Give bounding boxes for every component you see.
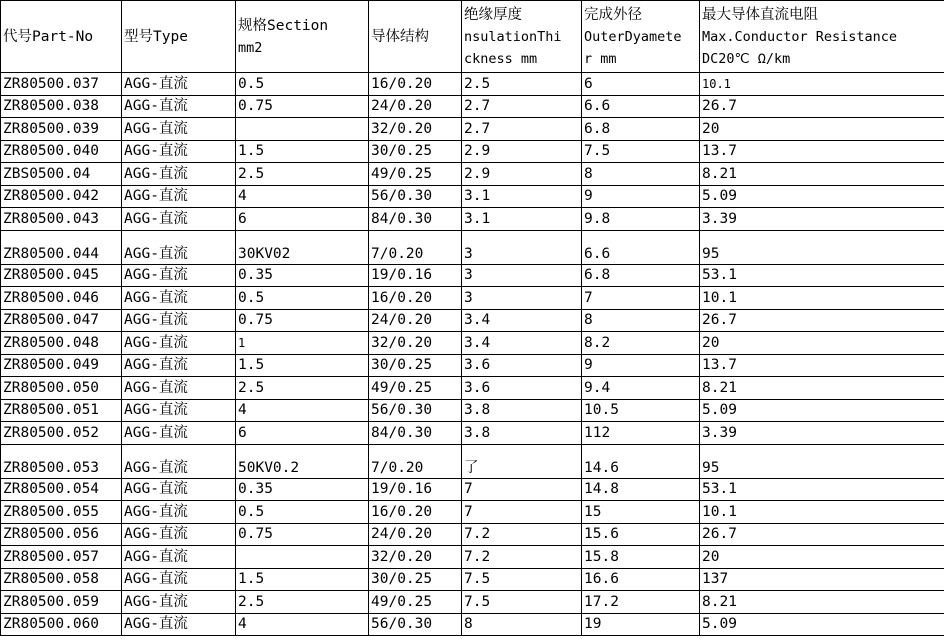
cell-type[interactable]: AGG-直流 (122, 185, 236, 208)
cell-type[interactable]: AGG-直流 (122, 95, 236, 118)
table-row (1, 422, 944, 445)
cell-resistance[interactable]: 8.21 (700, 591, 944, 614)
cell-outer-diameter[interactable]: 14.6 (582, 444, 700, 478)
header-line: mm2 (238, 39, 263, 56)
header-line: DC20℃ Ω/km (702, 50, 791, 67)
cell-insulation[interactable]: 2.9 (462, 163, 582, 186)
cell-part-no[interactable]: ZR80500.037 (1, 73, 122, 96)
cell-outer-diameter[interactable]: 16.6 (582, 568, 700, 591)
cell-type[interactable]: AGG-直流 (122, 264, 236, 287)
header-insulation[interactable] (462, 1, 582, 73)
cell-part-no[interactable]: ZR80500.040 (1, 140, 122, 163)
cell-outer-diameter[interactable]: 6.8 (582, 264, 700, 287)
cell-conductor[interactable]: 84/0.30 (369, 422, 462, 445)
header-outer-diameter[interactable] (582, 1, 700, 73)
cell-conductor[interactable]: 24/0.20 (369, 523, 462, 546)
cell-section[interactable]: 30KV02 (236, 230, 369, 264)
cell-part-no[interactable]: ZR80500.056 (1, 523, 122, 546)
cell-part-no[interactable]: ZBS0500.04 (1, 163, 122, 186)
cell-part-no[interactable]: ZR80500.047 (1, 309, 122, 332)
cell-conductor[interactable]: 16/0.20 (369, 501, 462, 524)
cell-resistance[interactable]: 26.7 (700, 523, 944, 546)
cell-resistance[interactable]: 13.7 (700, 140, 944, 163)
cell-outer-diameter[interactable]: 7 (582, 287, 700, 310)
cell-section[interactable]: 2.5 (236, 377, 369, 400)
cell-insulation[interactable]: 3.4 (462, 309, 582, 332)
cell-conductor[interactable]: 30/0.25 (369, 568, 462, 591)
cell-type[interactable]: AGG-直流 (122, 568, 236, 591)
cell-resistance[interactable]: 137 (700, 568, 944, 591)
table-row (1, 140, 944, 163)
cell-conductor[interactable]: 32/0.20 (369, 546, 462, 569)
cell-resistance[interactable]: 3.39 (700, 208, 944, 231)
cell-insulation[interactable]: 3.4 (462, 332, 582, 355)
cell-outer-diameter[interactable]: 15.8 (582, 546, 700, 569)
cell-insulation[interactable]: 2.7 (462, 118, 582, 141)
cell-conductor[interactable]: 49/0.25 (369, 591, 462, 614)
cell-part-no[interactable]: ZR80500.046 (1, 287, 122, 310)
cell-insulation[interactable]: 3.1 (462, 208, 582, 231)
cell-conductor[interactable]: 30/0.25 (369, 140, 462, 163)
cell-type[interactable]: AGG-直流 (122, 523, 236, 546)
table-row (1, 73, 944, 96)
table-row (1, 230, 944, 264)
cell-part-no[interactable]: ZR80500.042 (1, 185, 122, 208)
cell-insulation[interactable]: 3.6 (462, 377, 582, 400)
cell-part-no[interactable]: ZR80500.045 (1, 264, 122, 287)
cell-outer-diameter[interactable]: 6 (582, 73, 700, 96)
cell-type[interactable]: AGG-直流 (122, 208, 236, 231)
cell-outer-diameter[interactable]: 6.8 (582, 118, 700, 141)
cell-conductor[interactable]: 56/0.30 (369, 613, 462, 636)
cell-outer-diameter[interactable]: 8 (582, 309, 700, 332)
cell-outer-diameter[interactable]: 6.6 (582, 95, 700, 118)
header-line: OuterDyamete (584, 28, 682, 45)
cell-type[interactable]: AGG-直流 (122, 118, 236, 141)
header-line: r mm (584, 50, 617, 67)
table-row (1, 163, 944, 186)
cell-conductor[interactable]: 32/0.20 (369, 332, 462, 355)
cell-resistance[interactable]: 10.1 (700, 73, 944, 96)
table-row (1, 95, 944, 118)
cell-conductor[interactable]: 16/0.20 (369, 287, 462, 310)
header-line: 代号Part-No (3, 28, 94, 45)
cell-outer-diameter[interactable]: 8 (582, 163, 700, 186)
header-line: ckness mm (464, 50, 538, 67)
table-row (1, 264, 944, 287)
cell-section[interactable]: 50KV0.2 (236, 444, 369, 478)
cell-outer-diameter[interactable]: 14.8 (582, 478, 700, 501)
cell-conductor[interactable]: 84/0.30 (369, 208, 462, 231)
cell-section[interactable] (236, 546, 369, 569)
cell-part-no[interactable]: ZR80500.039 (1, 118, 122, 141)
header-resistance[interactable] (700, 1, 944, 73)
cell-section[interactable]: 0.5 (236, 287, 369, 310)
cell-resistance[interactable]: 8.21 (700, 163, 944, 186)
cell-outer-diameter[interactable]: 112 (582, 422, 700, 445)
cell-insulation[interactable]: 7 (462, 478, 582, 501)
cell-conductor[interactable]: 7/0.20 (369, 230, 462, 264)
cell-insulation[interactable]: 3 (462, 264, 582, 287)
cell-type[interactable]: AGG-直流 (122, 546, 236, 569)
cell-type[interactable]: AGG-直流 (122, 377, 236, 400)
cell-part-no[interactable]: ZR80500.038 (1, 95, 122, 118)
cell-insulation[interactable]: 2.9 (462, 140, 582, 163)
cell-section[interactable]: 0.75 (236, 309, 369, 332)
cell-outer-diameter[interactable]: 6.6 (582, 230, 700, 264)
cell-section[interactable]: 1.5 (236, 568, 369, 591)
header-line: 导体结构 (371, 28, 429, 45)
cell-insulation[interactable]: 7.2 (462, 523, 582, 546)
cell-insulation[interactable]: 3.1 (462, 185, 582, 208)
cell-conductor[interactable]: 16/0.20 (369, 73, 462, 96)
cell-insulation[interactable]: 2.5 (462, 73, 582, 96)
cell-resistance[interactable]: 53.1 (700, 478, 944, 501)
cell-part-no[interactable]: ZR80500.043 (1, 208, 122, 231)
header-part-no[interactable] (1, 1, 122, 73)
cell-outer-diameter[interactable]: 8.2 (582, 332, 700, 355)
cell-resistance[interactable]: 20 (700, 332, 944, 355)
cell-type[interactable]: AGG-直流 (122, 354, 236, 377)
cell-resistance[interactable]: 13.7 (700, 354, 944, 377)
cell-conductor[interactable]: 24/0.20 (369, 309, 462, 332)
cell-outer-diameter[interactable]: 17.2 (582, 591, 700, 614)
cell-resistance[interactable]: 10.1 (700, 287, 944, 310)
cell-section[interactable]: 2.5 (236, 163, 369, 186)
cell-outer-diameter[interactable]: 10.5 (582, 399, 700, 422)
cell-section[interactable]: 6 (236, 208, 369, 231)
cell-section[interactable]: 4 (236, 399, 369, 422)
cell-insulation[interactable]: 8 (462, 613, 582, 636)
cell-resistance[interactable]: 95 (700, 444, 944, 478)
cell-type[interactable]: AGG-直流 (122, 140, 236, 163)
table-row (1, 501, 944, 524)
cell-resistance[interactable]: 26.7 (700, 95, 944, 118)
cell-part-no[interactable]: ZR80500.055 (1, 501, 122, 524)
cell-outer-diameter[interactable]: 9 (582, 354, 700, 377)
cell-section[interactable]: 6 (236, 422, 369, 445)
cell-conductor[interactable]: 7/0.20 (369, 444, 462, 478)
cell-part-no[interactable]: ZR80500.058 (1, 568, 122, 591)
cell-section[interactable]: 0.75 (236, 523, 369, 546)
cell-resistance[interactable]: 5.09 (700, 399, 944, 422)
cell-type[interactable]: AGG-直流 (122, 613, 236, 636)
header-line: 完成外径 (584, 6, 642, 23)
cell-part-no[interactable]: ZR80500.051 (1, 399, 122, 422)
cell-part-no[interactable]: ZR80500.054 (1, 478, 122, 501)
cell-type[interactable]: AGG-直流 (122, 287, 236, 310)
cell-outer-diameter[interactable]: 19 (582, 613, 700, 636)
table-row (1, 478, 944, 501)
cell-insulation[interactable]: 3 (462, 287, 582, 310)
cell-conductor[interactable]: 19/0.16 (369, 478, 462, 501)
cell-outer-diameter[interactable]: 7.5 (582, 140, 700, 163)
cell-type[interactable]: AGG-直流 (122, 73, 236, 96)
table-row (1, 546, 944, 569)
cell-section[interactable]: 4 (236, 185, 369, 208)
cell-type[interactable]: AGG-直流 (122, 163, 236, 186)
cell-insulation[interactable]: 7.5 (462, 591, 582, 614)
table-row (1, 444, 944, 478)
cell-part-no[interactable]: ZR80500.060 (1, 613, 122, 636)
cell-resistance[interactable]: 53.1 (700, 264, 944, 287)
cell-insulation[interactable]: 7.2 (462, 546, 582, 569)
table-row (1, 118, 944, 141)
cell-resistance[interactable]: 3.39 (700, 422, 944, 445)
cell-insulation[interactable]: 3.8 (462, 422, 582, 445)
cell-part-no[interactable]: ZR80500.044 (1, 230, 122, 264)
header-line: 型号Type (124, 28, 188, 45)
header-line: nsulationThi (464, 28, 562, 45)
cell-insulation[interactable]: 3 (462, 230, 582, 264)
cell-insulation[interactable]: 2.7 (462, 95, 582, 118)
cell-section[interactable]: 4 (236, 613, 369, 636)
header-line: 最大导体直流电阻 (702, 6, 818, 23)
cell-resistance[interactable]: 20 (700, 118, 944, 141)
cell-outer-diameter[interactable]: 9.8 (582, 208, 700, 231)
cell-part-no[interactable]: ZR80500.050 (1, 377, 122, 400)
table-row (1, 332, 944, 355)
cell-conductor[interactable]: 32/0.20 (369, 118, 462, 141)
table-row (1, 185, 944, 208)
cell-conductor[interactable]: 56/0.30 (369, 185, 462, 208)
cell-conductor[interactable]: 49/0.25 (369, 377, 462, 400)
table-row (1, 613, 944, 636)
cell-resistance[interactable]: 5.09 (700, 185, 944, 208)
cell-section[interactable]: 2.5 (236, 591, 369, 614)
cell-type[interactable]: AGG-直流 (122, 399, 236, 422)
cell-insulation[interactable]: 7 (462, 501, 582, 524)
cell-type[interactable]: AGG-直流 (122, 230, 236, 264)
cell-section[interactable]: 1 (236, 332, 369, 355)
cell-conductor[interactable]: 49/0.25 (369, 163, 462, 186)
header-line: 绝缘厚度 (464, 6, 522, 23)
table-row (1, 377, 944, 400)
cell-outer-diameter[interactable]: 15.6 (582, 523, 700, 546)
cell-part-no[interactable]: ZR80500.059 (1, 591, 122, 614)
cell-type[interactable]: AGG-直流 (122, 444, 236, 478)
header-line: 规格Section (238, 17, 329, 34)
cell-resistance[interactable]: 8.21 (700, 377, 944, 400)
cell-section[interactable]: 0.5 (236, 73, 369, 96)
table-row (1, 568, 944, 591)
table-row (1, 354, 944, 377)
cell-section[interactable]: 0.75 (236, 95, 369, 118)
cell-insulation[interactable]: 3.8 (462, 399, 582, 422)
cell-type[interactable]: AGG-直流 (122, 501, 236, 524)
table-row (1, 309, 944, 332)
cell-resistance[interactable]: 10.1 (700, 501, 944, 524)
cell-outer-diameter[interactable]: 9 (582, 185, 700, 208)
cell-section[interactable]: 0.35 (236, 264, 369, 287)
table-row (1, 287, 944, 310)
cell-outer-diameter[interactable]: 9.4 (582, 377, 700, 400)
cell-resistance[interactable]: 26.7 (700, 309, 944, 332)
cell-insulation[interactable]: 3.6 (462, 354, 582, 377)
header-type[interactable] (122, 1, 236, 73)
cell-part-no[interactable]: ZR80500.052 (1, 422, 122, 445)
cell-insulation[interactable]: 7.5 (462, 568, 582, 591)
cell-insulation[interactable]: 了 (462, 444, 582, 478)
header-section[interactable] (236, 1, 369, 73)
header-line: Max.Conductor Resistance (702, 28, 898, 45)
cell-part-no[interactable]: ZR80500.048 (1, 332, 122, 355)
table-row (1, 208, 944, 231)
cell-conductor[interactable]: 30/0.25 (369, 354, 462, 377)
cell-section[interactable]: 0.35 (236, 478, 369, 501)
cell-part-no[interactable]: ZR80500.049 (1, 354, 122, 377)
cell-resistance[interactable]: 20 (700, 546, 944, 569)
table-row (1, 591, 944, 614)
cell-section[interactable]: 1.5 (236, 140, 369, 163)
cell-conductor[interactable]: 56/0.30 (369, 399, 462, 422)
cell-part-no[interactable]: ZR80500.057 (1, 546, 122, 569)
cell-type[interactable]: AGG-直流 (122, 591, 236, 614)
header-row (1, 1, 944, 73)
cell-section[interactable]: 0.5 (236, 501, 369, 524)
cell-part-no[interactable]: ZR80500.053 (1, 444, 122, 478)
table-row (1, 523, 944, 546)
cell-conductor[interactable]: 24/0.20 (369, 95, 462, 118)
cell-type[interactable]: AGG-直流 (122, 478, 236, 501)
cell-type[interactable]: AGG-直流 (122, 309, 236, 332)
cell-section[interactable] (236, 118, 369, 141)
header-conductor[interactable] (369, 1, 462, 73)
cell-conductor[interactable]: 19/0.16 (369, 264, 462, 287)
table-row (1, 399, 944, 422)
cell-resistance[interactable]: 95 (700, 230, 944, 264)
cell-outer-diameter[interactable]: 15 (582, 501, 700, 524)
cell-section[interactable]: 1.5 (236, 354, 369, 377)
cell-type[interactable]: AGG-直流 (122, 332, 236, 355)
cell-resistance[interactable]: 5.09 (700, 613, 944, 636)
cell-type[interactable]: AGG-直流 (122, 422, 236, 445)
